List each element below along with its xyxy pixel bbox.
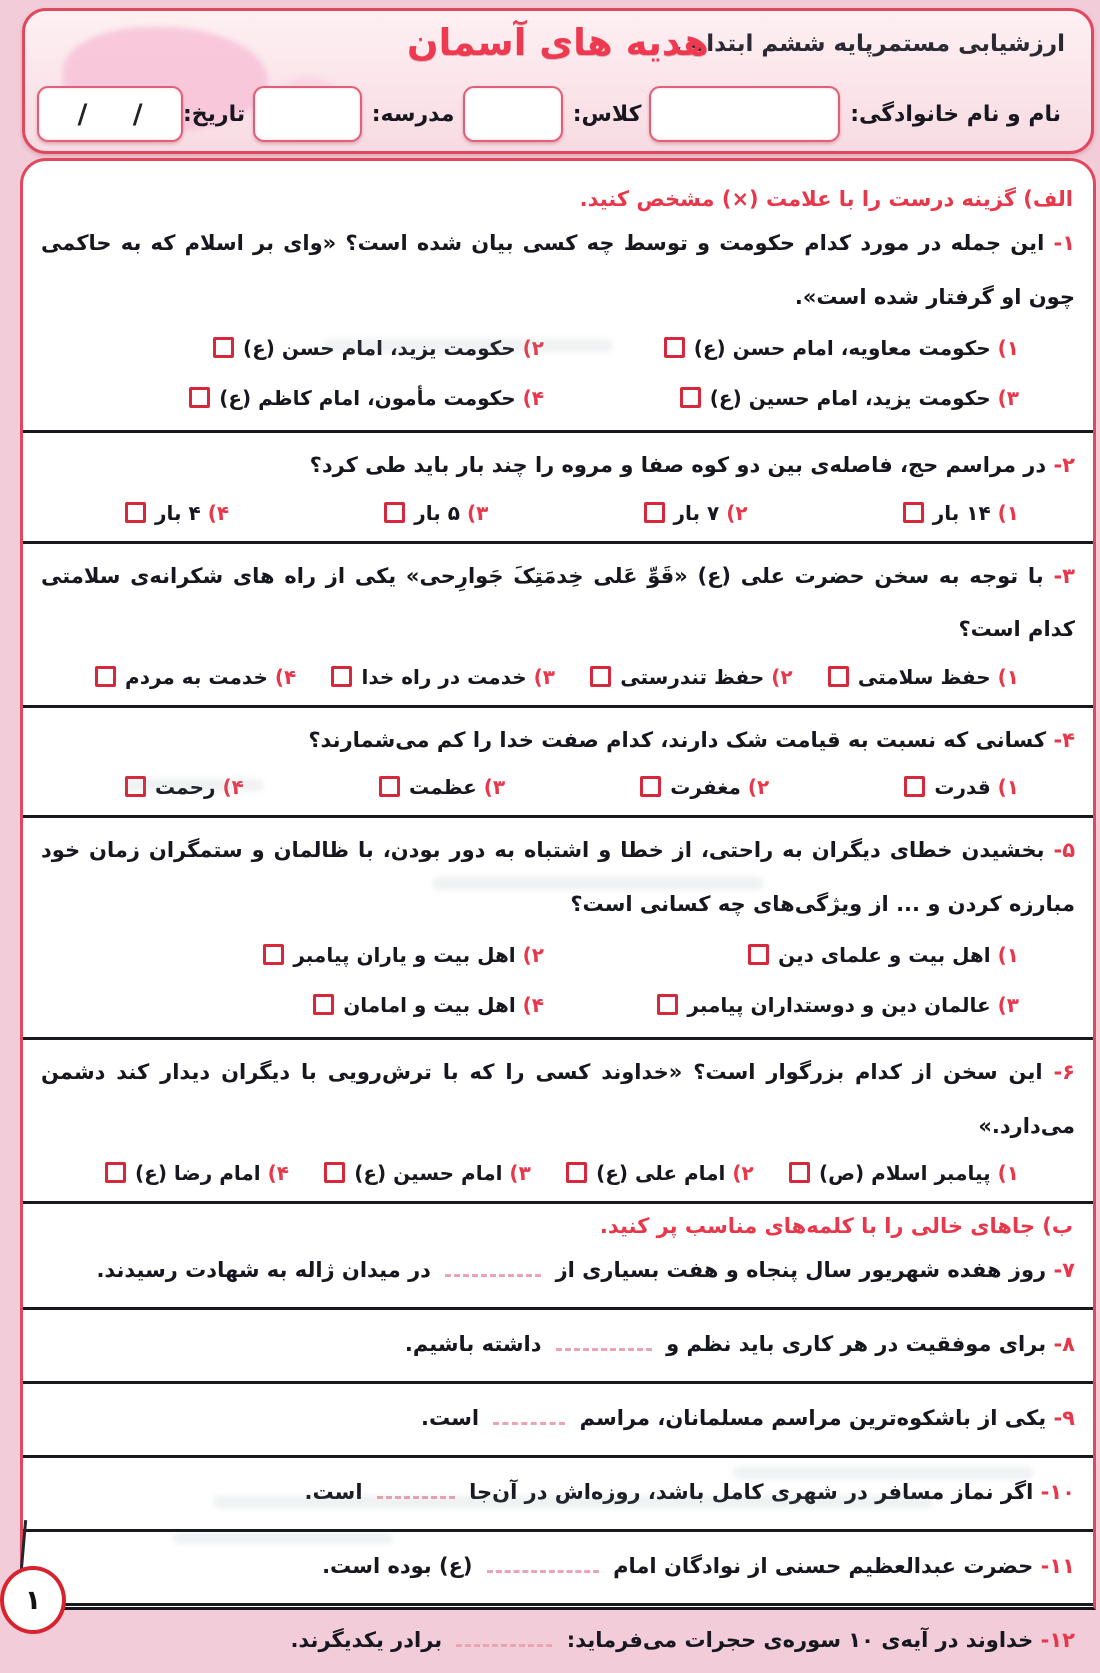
option xyxy=(904,775,1019,799)
option xyxy=(590,665,792,689)
question-2 xyxy=(39,439,1077,537)
option xyxy=(69,386,544,410)
option-number: ۴) xyxy=(222,775,244,800)
option-label: رحمت xyxy=(155,775,216,800)
question-post: برادر یکدیگرند. xyxy=(290,1627,443,1652)
question-10 xyxy=(41,1462,1075,1525)
option-number: ۴) xyxy=(522,993,544,1018)
class-label: کلاس: xyxy=(572,101,642,127)
question-body: در مراسم حج، فاصله‌ی بین دو کوه صفا و مروه را چند بار باید طی کرد؟ xyxy=(309,453,1047,478)
option xyxy=(125,775,244,799)
answer-checkbox[interactable] xyxy=(331,666,352,687)
option-number: ۴) xyxy=(274,664,297,689)
question-pre: خداوند در آیه‌ی ۱۰ سوره‌ی حجرات می‌فرماید: xyxy=(566,1627,1034,1652)
question-number: ۱۲- xyxy=(1040,1627,1075,1652)
option-number: ۲) xyxy=(726,500,748,525)
question-number: ۳- xyxy=(1053,563,1075,588)
option xyxy=(69,943,544,967)
option xyxy=(544,943,1019,967)
question-5 xyxy=(39,824,1077,1033)
question-number: ۴- xyxy=(1053,727,1075,752)
question-4 xyxy=(39,714,1077,812)
question-2-text xyxy=(41,439,1075,493)
option-label: پیامبر اسلام (ص) xyxy=(819,1161,991,1186)
question-4-options xyxy=(39,769,1077,811)
divider xyxy=(23,815,1093,818)
option-number: ۲) xyxy=(771,664,793,689)
option xyxy=(789,1161,1019,1185)
question-post: است. xyxy=(420,1406,480,1431)
question-6 xyxy=(39,1046,1077,1197)
question-number: ۵- xyxy=(1053,838,1076,863)
answer-checkbox[interactable] xyxy=(213,337,234,358)
answer-checkbox[interactable] xyxy=(904,776,925,797)
answer-blank[interactable] xyxy=(456,1632,552,1647)
option xyxy=(105,1161,289,1185)
option-number: ۳) xyxy=(509,1161,531,1186)
question-2-options xyxy=(39,495,1077,537)
option-number: ۳) xyxy=(483,775,506,800)
option xyxy=(379,775,505,799)
answer-checkbox[interactable] xyxy=(590,666,611,687)
name-input[interactable] xyxy=(649,86,840,142)
question-body: با توجه به سخن حضرت علی (ع) «قَوِّ عَلی خِدمَتِکَ جَوارِحی» یکی از راه های شکرانه‌ی سلامتی کدام است؟ xyxy=(41,563,1075,642)
question-8 xyxy=(41,1314,1075,1377)
section-a-heading: الف) گزینه درست را با علامت (×) مشخص کنید. xyxy=(579,187,1073,211)
option-label: مغفرت xyxy=(670,775,741,800)
option xyxy=(95,665,296,689)
option xyxy=(640,775,769,799)
option xyxy=(69,993,544,1017)
question-number: ۶- xyxy=(1053,1060,1075,1085)
option xyxy=(384,501,488,525)
option-number: ۲) xyxy=(522,943,544,968)
option xyxy=(331,665,555,689)
option-label: حکومت معاویه، امام حسن (ع) xyxy=(693,336,991,361)
question-number: ۸- xyxy=(1053,1332,1075,1357)
answer-checkbox[interactable] xyxy=(644,502,665,523)
answer-checkbox[interactable] xyxy=(263,944,284,965)
option xyxy=(324,1161,531,1185)
question-3-text xyxy=(41,550,1075,657)
question-1 xyxy=(39,217,1077,426)
question-pre: برای موفقیت در هر کاری باید نظم و xyxy=(666,1332,1047,1357)
option-label: حکومت یزید، امام حسین (ع) xyxy=(709,386,991,411)
option-number: ۲) xyxy=(747,775,770,800)
answer-checkbox[interactable] xyxy=(105,1162,126,1183)
question-3 xyxy=(39,550,1077,701)
name-label: نام و نام خانوادگی: xyxy=(850,101,1061,127)
answer-checkbox[interactable] xyxy=(657,994,678,1015)
question-post: داشته باشیم. xyxy=(404,1332,542,1357)
option xyxy=(903,501,1019,525)
answer-checkbox[interactable] xyxy=(189,387,210,408)
question-pre: حضرت عبدالعظیم حسنی از نوادگان امام xyxy=(613,1554,1034,1579)
option-label: ۷ بار xyxy=(673,500,720,525)
answer-checkbox[interactable] xyxy=(95,666,116,687)
option-label: خدمت به مردم xyxy=(125,664,268,689)
question-1-options xyxy=(39,326,1077,426)
option-number: ۲) xyxy=(732,1161,754,1186)
option-label: حکومت یزید، امام حسن (ع) xyxy=(242,336,516,361)
divider xyxy=(23,1307,1093,1310)
option xyxy=(544,386,1019,410)
divider xyxy=(23,1455,1093,1458)
option-number: ۴) xyxy=(267,1161,289,1186)
option-label: حفظ سلامتی xyxy=(857,664,991,689)
option xyxy=(125,501,229,525)
question-body: این جمله در مورد کدام حکومت و توسط چه کسی بیان شده است؟ «وای بر اسلام که به حاکمی چون او گرفتار شده است». xyxy=(41,231,1075,309)
answer-checkbox[interactable] xyxy=(640,776,661,797)
answer-checkbox[interactable] xyxy=(324,1162,345,1183)
question-6-text xyxy=(41,1046,1075,1153)
option-number: ۱) xyxy=(997,336,1019,361)
student-info-row xyxy=(25,86,1091,142)
question-body: بخشیدن خطای دیگران به راحتی، از خطا و اشتباه به دور بودن، با ظالمان و ستمگران زمان خود مبارزه کردن و ... از ویژگی‌های چه کسانی است؟ xyxy=(41,838,1075,916)
option-label: ۱۴ بار xyxy=(932,500,991,525)
question-5-options xyxy=(39,933,1077,1033)
divider xyxy=(23,541,1093,544)
option xyxy=(644,501,748,525)
option-label: امام علی (ع) xyxy=(596,1161,726,1186)
answer-blank[interactable] xyxy=(556,1336,652,1351)
option-number: ۱) xyxy=(997,775,1019,800)
option xyxy=(69,336,544,360)
date-input[interactable]: / / xyxy=(37,86,183,142)
exam-title: هدیه های آسمان xyxy=(407,21,709,64)
option-label: حکومت مأمون، امام کاظم (ع) xyxy=(219,386,516,411)
divider xyxy=(23,1037,1093,1040)
question-5-text xyxy=(41,824,1075,931)
exam-sheet-page xyxy=(16,0,1100,1652)
answer-checkbox[interactable] xyxy=(379,776,400,797)
option-number: ۱) xyxy=(997,500,1019,525)
option-label: عالمان دین و دوستداران پیامبر xyxy=(687,993,991,1018)
option-label: امام حسین (ع) xyxy=(354,1161,503,1186)
school-label: مدرسه: xyxy=(371,101,455,127)
option-number: ۳) xyxy=(466,500,489,525)
answer-blank[interactable] xyxy=(487,1558,599,1573)
content-card xyxy=(20,158,1096,1652)
question-1-text xyxy=(41,217,1075,324)
divider xyxy=(23,1201,1093,1204)
option-label: اهل بیت و علمای دین xyxy=(778,943,991,968)
option-label: اهل بیت و امامان xyxy=(343,993,516,1018)
page-number-badge: ۱ xyxy=(0,1566,66,1634)
class-input[interactable] xyxy=(463,86,563,142)
question-body: کسانی که نسبت به قیامت شک دارند، کدام صفت خدا را کم می‌شمارند؟ xyxy=(308,727,1047,752)
question-pre: روز هفده شهریور سال پنجاه و هفت بسیاری از xyxy=(555,1258,1047,1283)
option-number: ۴) xyxy=(207,500,230,525)
option-number: ۱) xyxy=(997,1161,1019,1186)
option xyxy=(544,336,1019,360)
question-number: ۷- xyxy=(1053,1258,1075,1283)
option-label: حفظ تندرستی xyxy=(620,664,765,689)
answer-checkbox[interactable] xyxy=(566,1162,587,1183)
question-11 xyxy=(41,1536,1075,1599)
question-post: است. xyxy=(304,1480,363,1505)
option-number: ۱) xyxy=(997,664,1019,689)
option-label: عظمت xyxy=(409,775,477,800)
option-number: ۱) xyxy=(997,943,1019,968)
question-12 xyxy=(41,1610,1075,1673)
divider xyxy=(23,1603,1093,1606)
question-4-text xyxy=(41,714,1075,768)
question-body: این سخن از کدام بزرگوار است؟ «خداوند کسی را که با ترش‌رویی با دیگران دیدار کند دشمن می‌دارد.» xyxy=(41,1060,1075,1138)
answer-checkbox[interactable] xyxy=(313,994,334,1015)
divider xyxy=(23,1529,1093,1532)
answer-checkbox[interactable] xyxy=(828,666,849,687)
question-post: (ع) بوده است. xyxy=(322,1554,473,1579)
answer-checkbox[interactable] xyxy=(789,1162,810,1183)
header-card xyxy=(22,8,1094,154)
option-label: قدرت xyxy=(934,775,991,800)
question-pre: اگر نماز مسافر در شهری کامل باشد، روزه‌اش در آن‌جا xyxy=(469,1480,1034,1505)
answer-blank[interactable] xyxy=(445,1262,541,1277)
section-b-heading: ب) جاهای خالی را با کلمه‌های مناسب پر کنید. xyxy=(599,1214,1073,1239)
answer-checkbox[interactable] xyxy=(384,502,405,523)
option-number: ۴) xyxy=(522,386,544,411)
question-number: ۱۰- xyxy=(1040,1480,1075,1505)
school-input[interactable] xyxy=(253,86,362,142)
option-label: اهل بیت و یاران پیامبر xyxy=(293,943,516,968)
question-number: ۲- xyxy=(1053,453,1075,478)
question-3-options xyxy=(39,659,1077,701)
answer-checkbox[interactable] xyxy=(664,337,685,358)
answer-checkbox[interactable] xyxy=(125,776,146,797)
option-number: ۳) xyxy=(997,386,1019,411)
answer-blank[interactable] xyxy=(377,1484,455,1499)
option xyxy=(566,1161,754,1185)
option-label: خدمت در راه خدا xyxy=(361,664,527,689)
option-label: امام رضا (ع) xyxy=(135,1161,261,1186)
option-label: ۵ بار xyxy=(414,500,460,525)
question-number: ۱- xyxy=(1053,231,1076,255)
option xyxy=(544,993,1019,1017)
divider xyxy=(23,1381,1093,1384)
answer-blank[interactable] xyxy=(493,1410,565,1425)
answer-checkbox[interactable] xyxy=(903,502,924,523)
question-post: در میدان ژاله به شهادت رسیدند. xyxy=(96,1258,431,1283)
date-label: تاریخ: xyxy=(182,101,246,127)
answer-checkbox[interactable] xyxy=(748,944,769,965)
option-number: ۲) xyxy=(522,336,544,361)
divider xyxy=(23,430,1093,433)
question-number: ۹- xyxy=(1053,1406,1075,1431)
option-label: ۴ بار xyxy=(155,500,201,525)
answer-checkbox[interactable] xyxy=(680,387,701,408)
divider xyxy=(23,705,1093,708)
exam-subtitle: ارزشیابی مستمرپایه ششم ابتدایی xyxy=(674,31,1065,57)
question-pre: یکی از باشکوه‌ترین مراسم مسلمانان، مراسم xyxy=(579,1406,1047,1431)
answer-checkbox[interactable] xyxy=(125,502,146,523)
option xyxy=(828,665,1019,689)
question-6-options xyxy=(39,1155,1077,1197)
question-number: ۱۱- xyxy=(1040,1554,1075,1579)
question-9 xyxy=(41,1388,1075,1451)
option-number: ۳) xyxy=(533,664,555,689)
option-number: ۳) xyxy=(997,993,1019,1018)
question-7 xyxy=(41,1240,1075,1303)
